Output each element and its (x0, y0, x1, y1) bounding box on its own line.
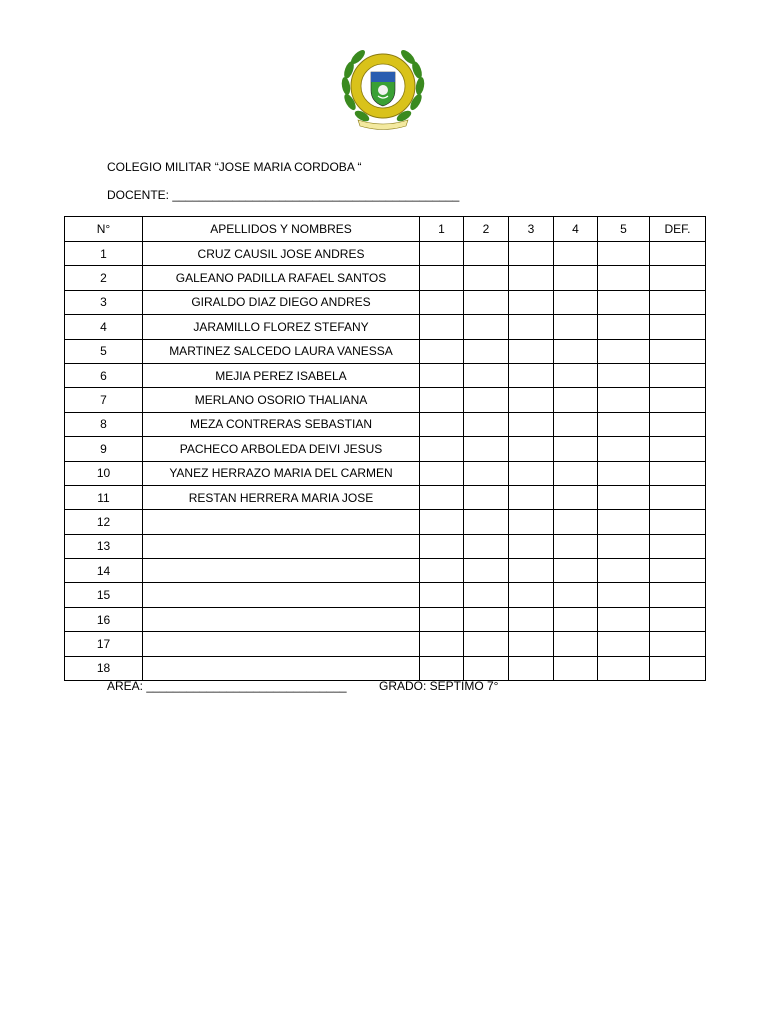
grade-cell-4[interactable] (554, 461, 598, 485)
grade-cell-1[interactable] (420, 656, 464, 680)
student-name: JARAMILLO FLOREZ STEFANY (143, 315, 420, 339)
grade-cell-2[interactable] (464, 632, 509, 656)
grade-cell-1[interactable] (420, 290, 464, 314)
grade-cell-1[interactable] (420, 510, 464, 534)
school-title: COLEGIO MILITAR “JOSE MARIA CORDOBA “ (107, 160, 362, 174)
table-row (65, 632, 706, 656)
definitive-grade-cell[interactable] (650, 583, 706, 607)
student-name (143, 534, 420, 558)
grade-cell-2[interactable] (464, 559, 509, 583)
column-header-grade-2: 2 (464, 217, 509, 242)
grade-cell-5[interactable] (598, 412, 650, 436)
grade-cell-4[interactable] (554, 510, 598, 534)
grade-cell-2[interactable] (464, 607, 509, 631)
column-header-grade-5: 5 (598, 217, 650, 242)
definitive-grade-cell[interactable] (650, 290, 706, 314)
table-row (65, 315, 706, 339)
table-header-row (65, 217, 706, 242)
definitive-grade-cell[interactable] (650, 437, 706, 461)
definitive-grade-cell[interactable] (650, 485, 706, 509)
row-number: 6 (65, 363, 143, 387)
grade-cell-3[interactable] (509, 607, 554, 631)
grade-cell-4[interactable] (554, 266, 598, 290)
grade-cell-4[interactable] (554, 363, 598, 387)
grade-cell-1[interactable] (420, 315, 464, 339)
grade-cell-1[interactable] (420, 266, 464, 290)
student-name (143, 607, 420, 631)
grade-cell-1[interactable] (420, 559, 464, 583)
definitive-grade-cell[interactable] (650, 510, 706, 534)
definitive-grade-cell[interactable] (650, 388, 706, 412)
grade-cell-5[interactable] (598, 510, 650, 534)
grade-cell-5[interactable] (598, 559, 650, 583)
student-name: MERLANO OSORIO THALIANA (143, 388, 420, 412)
row-number: 16 (65, 607, 143, 631)
table-row (65, 339, 706, 363)
grade-cell-2[interactable] (464, 583, 509, 607)
definitive-grade-cell[interactable] (650, 242, 706, 266)
row-number: 8 (65, 412, 143, 436)
grade-cell-3[interactable] (509, 242, 554, 266)
table-row (65, 412, 706, 436)
row-number: 11 (65, 485, 143, 509)
definitive-grade-cell[interactable] (650, 363, 706, 387)
student-name: GALEANO PADILLA RAFAEL SANTOS (143, 266, 420, 290)
grade-cell-4[interactable] (554, 412, 598, 436)
definitive-grade-cell[interactable] (650, 607, 706, 631)
student-name: MEJIA PEREZ ISABELA (143, 363, 420, 387)
grade-cell-3[interactable] (509, 412, 554, 436)
grade-cell-4[interactable] (554, 290, 598, 314)
table-row (65, 607, 706, 631)
grade-cell-1[interactable] (420, 534, 464, 558)
student-name (143, 559, 420, 583)
grade-cell-5[interactable] (598, 632, 650, 656)
grade-cell-1[interactable] (420, 632, 464, 656)
grade-cell-4[interactable] (554, 437, 598, 461)
grade-cell-4[interactable] (554, 388, 598, 412)
table-row (65, 656, 706, 680)
grade-cell-2[interactable] (464, 339, 509, 363)
grade-cell-3[interactable] (509, 534, 554, 558)
grade-cell-1[interactable] (420, 583, 464, 607)
grade-cell-5[interactable] (598, 656, 650, 680)
grade-cell-5[interactable] (598, 315, 650, 339)
row-number: 12 (65, 510, 143, 534)
grade-cell-2[interactable] (464, 510, 509, 534)
student-name (143, 510, 420, 534)
grade-cell-5[interactable] (598, 339, 650, 363)
grade-cell-3[interactable] (509, 315, 554, 339)
student-name (143, 632, 420, 656)
student-name: MEZA CONTRERAS SEBASTIAN (143, 412, 420, 436)
grade-cell-4[interactable] (554, 607, 598, 631)
docente-field: DOCENTE: ___________________________________________ (107, 188, 460, 202)
student-name (143, 656, 420, 680)
grade-cell-5[interactable] (598, 266, 650, 290)
grade-cell-4[interactable] (554, 339, 598, 363)
table-row (65, 559, 706, 583)
grade-cell-3[interactable] (509, 388, 554, 412)
definitive-grade-cell[interactable] (650, 632, 706, 656)
grade-cell-4[interactable] (554, 315, 598, 339)
grade-cell-3[interactable] (509, 510, 554, 534)
column-header-name: APELLIDOS Y NOMBRES (143, 217, 420, 242)
grade-cell-3[interactable] (509, 290, 554, 314)
table-row (65, 363, 706, 387)
definitive-grade-cell[interactable] (650, 559, 706, 583)
student-name: PACHECO ARBOLEDA DEIVI JESUS (143, 437, 420, 461)
student-name: MARTINEZ SALCEDO LAURA VANESSA (143, 339, 420, 363)
grade-cell-4[interactable] (554, 485, 598, 509)
table-row (65, 290, 706, 314)
roster-body (65, 242, 706, 681)
grade-cell-3[interactable] (509, 461, 554, 485)
column-header-grade-4: 4 (554, 217, 598, 242)
grade-cell-5[interactable] (598, 437, 650, 461)
grade-cell-2[interactable] (464, 534, 509, 558)
student-name: YANEZ HERRAZO MARIA DEL CARMEN (143, 461, 420, 485)
row-number: 17 (65, 632, 143, 656)
grade-cell-3[interactable] (509, 583, 554, 607)
definitive-grade-cell[interactable] (650, 534, 706, 558)
grade-cell-4[interactable] (554, 656, 598, 680)
grade-cell-1[interactable] (420, 339, 464, 363)
column-header-definitive: DEF. (650, 217, 706, 242)
table-row (65, 437, 706, 461)
school-crest-icon (340, 44, 426, 132)
grade-cell-1[interactable] (420, 607, 464, 631)
grade-cell-1[interactable] (420, 242, 464, 266)
row-number: 1 (65, 242, 143, 266)
grade-cell-4[interactable] (554, 559, 598, 583)
grade-cell-1[interactable] (420, 485, 464, 509)
grade-cell-2[interactable] (464, 266, 509, 290)
row-number: 10 (65, 461, 143, 485)
grade-cell-3[interactable] (509, 266, 554, 290)
column-header-grade-3: 3 (509, 217, 554, 242)
grade-cell-5[interactable] (598, 242, 650, 266)
grade-cell-1[interactable] (420, 437, 464, 461)
table-row (65, 485, 706, 509)
grade-cell-2[interactable] (464, 412, 509, 436)
column-header-number: N° (65, 217, 143, 242)
definitive-grade-cell[interactable] (650, 339, 706, 363)
grade-cell-2[interactable] (464, 388, 509, 412)
table-row (65, 534, 706, 558)
definitive-grade-cell[interactable] (650, 656, 706, 680)
grade-cell-5[interactable] (598, 290, 650, 314)
row-number: 7 (65, 388, 143, 412)
table-row (65, 388, 706, 412)
column-header-grade-1: 1 (420, 217, 464, 242)
grade-cell-5[interactable] (598, 461, 650, 485)
grade-cell-2[interactable] (464, 242, 509, 266)
grade-cell-5[interactable] (598, 534, 650, 558)
table-row (65, 583, 706, 607)
row-number: 9 (65, 437, 143, 461)
row-number: 3 (65, 290, 143, 314)
grade-cell-2[interactable] (464, 290, 509, 314)
table-row (65, 266, 706, 290)
row-number: 2 (65, 266, 143, 290)
grade-cell-4[interactable] (554, 583, 598, 607)
grade-cell-2[interactable] (464, 461, 509, 485)
school-crest-logo (340, 44, 426, 132)
grade-cell-3[interactable] (509, 339, 554, 363)
student-roster-table (64, 216, 706, 681)
grade-cell-1[interactable] (420, 461, 464, 485)
table-row (65, 461, 706, 485)
student-name (143, 583, 420, 607)
grade-cell-5[interactable] (598, 583, 650, 607)
grade-cell-5[interactable] (598, 607, 650, 631)
grade-cell-2[interactable] (464, 656, 509, 680)
grade-cell-2[interactable] (464, 485, 509, 509)
student-name: CRUZ CAUSIL JOSE ANDRES (143, 242, 420, 266)
row-number: 13 (65, 534, 143, 558)
table-row (65, 510, 706, 534)
grade-cell-4[interactable] (554, 632, 598, 656)
student-name: GIRALDO DIAZ DIEGO ANDRES (143, 290, 420, 314)
grade-cell-1[interactable] (420, 412, 464, 436)
row-number: 14 (65, 559, 143, 583)
student-name: RESTAN HERRERA MARIA JOSE (143, 485, 420, 509)
grade-cell-1[interactable] (420, 388, 464, 412)
grade-cell-5[interactable] (598, 485, 650, 509)
definitive-grade-cell[interactable] (650, 412, 706, 436)
grade-cell-5[interactable] (598, 388, 650, 412)
table-row (65, 242, 706, 266)
row-number: 4 (65, 315, 143, 339)
definitive-grade-cell[interactable] (650, 266, 706, 290)
area-field: AREA: ______________________________ (107, 679, 347, 693)
row-number: 5 (65, 339, 143, 363)
row-number: 18 (65, 656, 143, 680)
grade-cell-3[interactable] (509, 363, 554, 387)
grade-cell-3[interactable] (509, 559, 554, 583)
grade-cell-3[interactable] (509, 485, 554, 509)
grado-label: GRADO: SEPTIMO 7° (379, 679, 499, 693)
grade-cell-2[interactable] (464, 315, 509, 339)
definitive-grade-cell[interactable] (650, 461, 706, 485)
grade-cell-2[interactable] (464, 437, 509, 461)
grade-cell-3[interactable] (509, 656, 554, 680)
row-number: 15 (65, 583, 143, 607)
grade-cell-3[interactable] (509, 632, 554, 656)
grade-cell-4[interactable] (554, 242, 598, 266)
definitive-grade-cell[interactable] (650, 315, 706, 339)
grade-cell-2[interactable] (464, 363, 509, 387)
grade-cell-1[interactable] (420, 363, 464, 387)
grade-cell-3[interactable] (509, 437, 554, 461)
grade-cell-5[interactable] (598, 363, 650, 387)
grade-cell-4[interactable] (554, 534, 598, 558)
